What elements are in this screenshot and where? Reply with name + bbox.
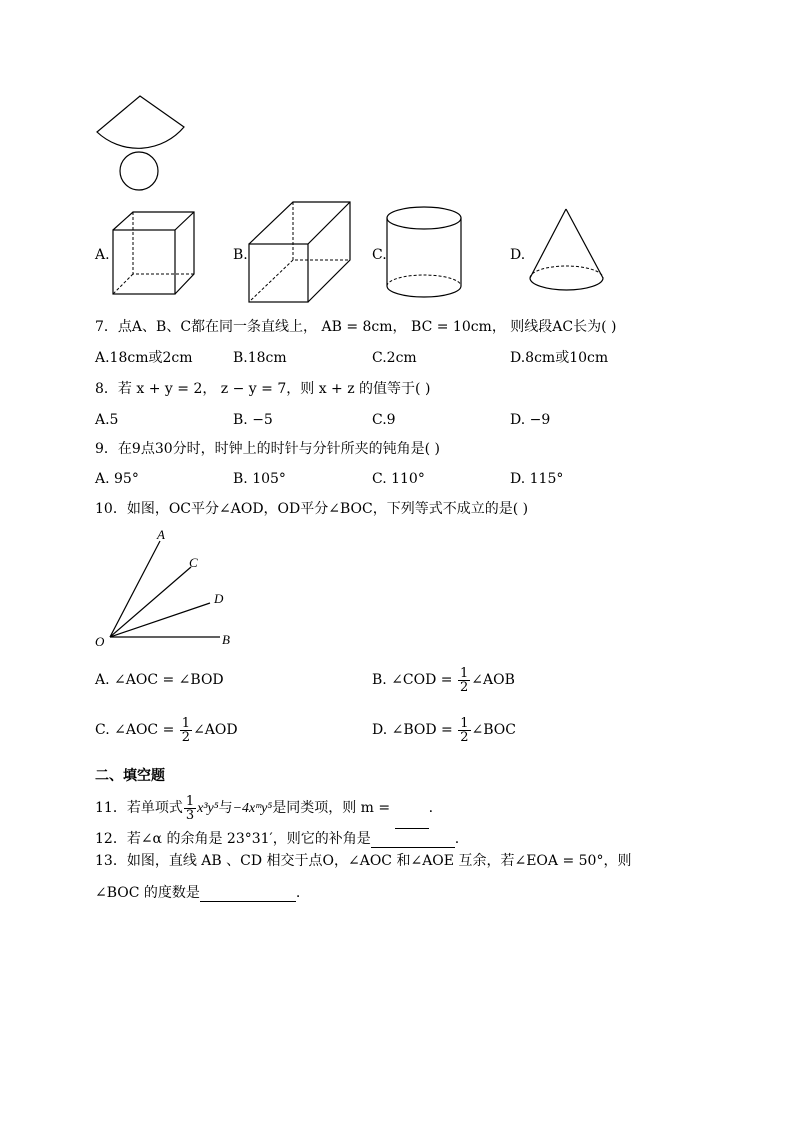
question-11: 11．若单项式 $\frac{1}{3}$ x³y⁵与−4xᵐy⁵是同类项，则 m = . — [95, 788, 433, 829]
point-d-label: D — [214, 591, 224, 606]
question-13-line-1: 13．如图，直线 AB 、CD 相交于点O，∠AOC 和∠AOE 互余，若∠EOA = 50°，则 — [95, 853, 632, 869]
cube-figure — [108, 208, 198, 298]
fraction-half: $\frac{1}{2}$ — [459, 665, 469, 695]
answer-blank[interactable] — [200, 887, 296, 902]
question-7 — [95, 318, 617, 336]
q8-option-c: C.9 — [372, 412, 396, 428]
q9-number: 9． — [95, 441, 118, 457]
q7-text-post: 则线段AC长为( ) — [510, 319, 617, 335]
q8-option-a: A.5 — [95, 412, 119, 428]
answer-blank[interactable] — [395, 814, 429, 829]
point-b-label: B — [222, 632, 230, 647]
q9-option-b: B. 105° — [233, 471, 286, 487]
fraction-half: $\frac{1}{2}$ — [460, 715, 469, 745]
q7-option-b: B.18cm — [233, 350, 287, 366]
q7-option-a: A.18cm或2cm — [95, 350, 193, 366]
q7-bc: BC = 10cm， — [411, 319, 506, 335]
q10-option-c: C. ∠AOC = $\frac{1}{2}$ ∠AOD — [95, 715, 238, 745]
fraction-half: $\frac{1}{2}$ — [181, 715, 191, 745]
q10-option-b: B. ∠COD = $\frac{1}{2}$ ∠AOB — [372, 665, 515, 695]
q10-text: 如图，OC平分∠AOD，OD平分∠BOC，下列等式不成立的是( ) — [126, 501, 529, 517]
cuboid-figure — [246, 198, 354, 306]
question-12: 12．若∠α 的余角是 23°31′，则它的补角是 . — [95, 831, 460, 847]
angle-figure — [92, 527, 242, 652]
point-o-label: O — [95, 634, 105, 649]
q9-option-d: D. 115° — [510, 471, 564, 487]
q8-number: 8． — [95, 381, 118, 397]
q10-option-d: D. ∠BOD = $\frac{1}{2}$ ∠BOC — [372, 715, 516, 745]
q8-option-d: D. −9 — [510, 412, 551, 428]
choice-a-label: A. — [95, 247, 110, 263]
choice-c-label: C. — [372, 247, 387, 263]
fraction-third: $\frac{1}{3}$ — [185, 793, 195, 823]
q7-text-pre: 点A、B、C都在同一条直线上， — [117, 319, 318, 335]
cylinder-figure — [384, 204, 466, 300]
q7-option-c: C.2cm — [372, 350, 417, 366]
choice-b-label: B. — [233, 247, 248, 263]
section-title: 二、填空题 — [95, 768, 165, 784]
q10-number: 10． — [95, 501, 127, 517]
question-13-line-2: ∠BOC 的度数是 . — [95, 885, 301, 901]
answer-blank[interactable] — [371, 833, 455, 848]
cone-figure — [526, 206, 608, 298]
q9-option-c: C. 110° — [372, 471, 425, 487]
cone-net-figure — [92, 92, 192, 192]
point-a-label: A — [157, 527, 165, 542]
q10-option-a: A. ∠AOC = ∠BOD — [95, 672, 224, 688]
point-c-label: C — [189, 555, 198, 570]
q7-option-d: D.8cm或10cm — [510, 350, 609, 366]
q8-text: 若 x + y = 2， z − y = 7，则 x + z 的值等于( ) — [117, 381, 431, 397]
q8-option-b: B. −5 — [233, 412, 273, 428]
q9-text: 在9点30分时，时钟上的时针与分针所夹的钝角是( ) — [117, 441, 441, 457]
choice-d-label: D. — [510, 247, 526, 263]
question-8 — [95, 380, 430, 398]
question-10 — [95, 500, 528, 518]
q9-option-a: A. 95° — [95, 471, 139, 487]
q7-ab: AB = 8cm， — [321, 319, 407, 335]
q7-number: 7． — [95, 319, 118, 335]
question-9 — [95, 440, 440, 458]
